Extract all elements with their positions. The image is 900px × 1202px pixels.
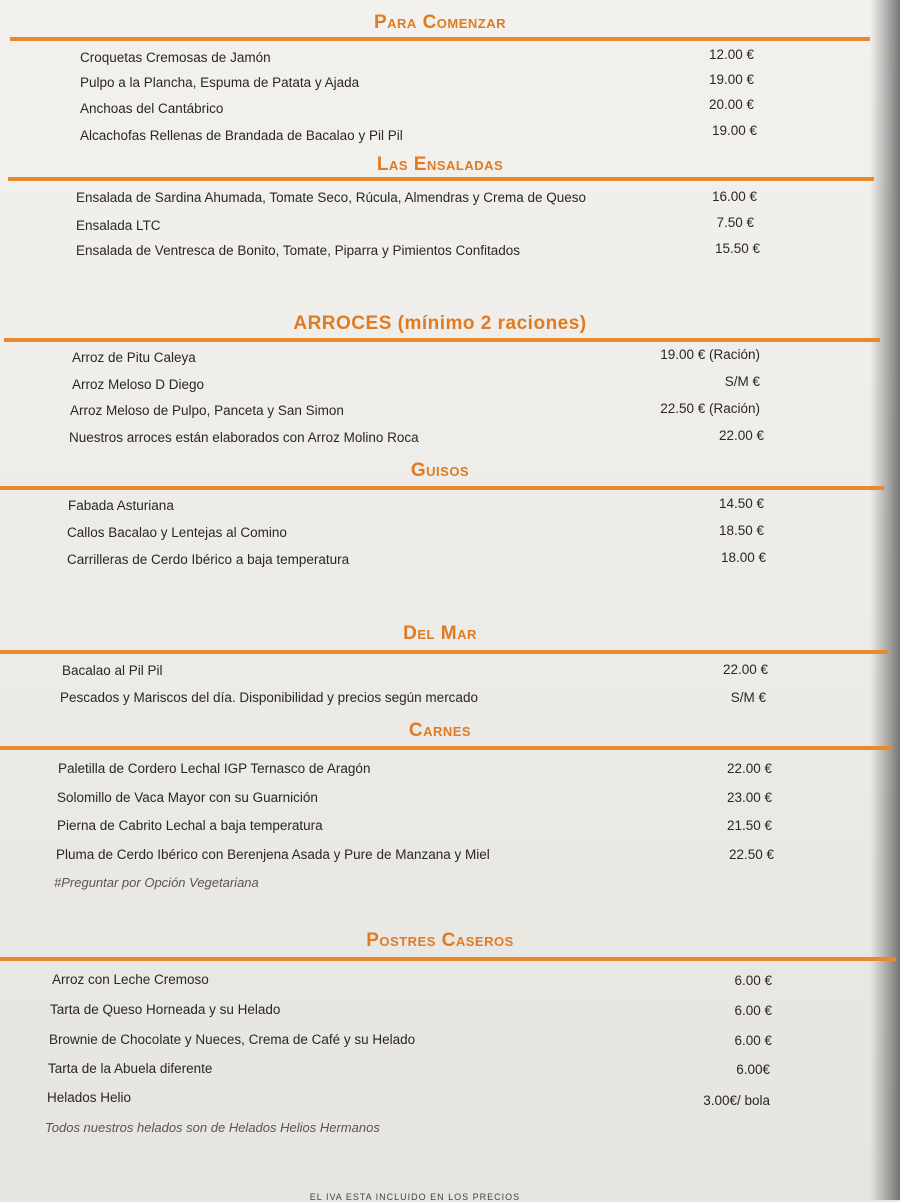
menu-item-price: 22.00 € bbox=[718, 428, 764, 443]
section-title-postres-caseros: Postres Caseros bbox=[366, 930, 514, 951]
menu-item-price: 18.50 € bbox=[718, 523, 764, 538]
section-divider bbox=[0, 650, 888, 654]
menu-item-name: Nuestros arroces están elaborados con Arroz Molino Roca bbox=[69, 430, 419, 445]
menu-item-name: Paletilla de Cordero Lechal IGP Ternasco de Aragón bbox=[58, 761, 371, 776]
menu-item-name: Callos Bacalao y Lentejas al Comino bbox=[67, 525, 287, 540]
menu-item-price: 16.00 € bbox=[711, 189, 757, 204]
menu-item-price: 18.00 € bbox=[720, 550, 766, 565]
section-divider bbox=[8, 177, 874, 181]
menu-item-name: Pierna de Cabrito Lechal a baja temperatura bbox=[57, 818, 323, 833]
menu-item-price: 19.00 € bbox=[711, 123, 757, 138]
section-divider bbox=[10, 37, 870, 41]
section-divider bbox=[0, 957, 896, 961]
menu-item-name: Fabada Asturiana bbox=[68, 498, 174, 513]
menu-item-name: Helados Helio bbox=[47, 1090, 132, 1105]
menu-item-price: 22.50 € (Ración) bbox=[660, 401, 760, 416]
menu-item-name: Pulpo a la Plancha, Espuma de Patata y Ajada bbox=[80, 75, 360, 90]
vegetarian-note: #Preguntar por Opción Vegetariana bbox=[54, 875, 259, 890]
section-title-carnes: Carnes bbox=[408, 720, 472, 741]
section-title-las-ensaladas: Las Ensaladas bbox=[376, 154, 504, 175]
menu-item-price: 3.00€/ bola bbox=[703, 1093, 770, 1108]
menu-item-name: Brownie de Chocolate y Nueces, Crema de Café y su Helado bbox=[49, 1032, 416, 1047]
menu-item-price: 15.50 € bbox=[714, 241, 760, 256]
menu-item-name: Pluma de Cerdo Ibérico con Berenjena Asada y Pure de Manzana y Miel bbox=[56, 847, 490, 862]
menu-item-name: Croquetas Cremosas de Jamón bbox=[80, 50, 271, 65]
menu-item-price: 22.00 € bbox=[726, 761, 772, 776]
menu-item-name: Arroz de Pitu Caleya bbox=[72, 350, 196, 365]
menu-item-price: 6.00 € bbox=[734, 1033, 772, 1048]
menu-item-price: 14.50 € bbox=[718, 496, 764, 511]
section-divider bbox=[4, 338, 880, 342]
menu-item-price: 23.00 € bbox=[726, 790, 772, 805]
menu-item-price: 6.00 € bbox=[734, 1003, 772, 1018]
menu-item-price: 6.00€ bbox=[736, 1062, 770, 1077]
menu-item-name: Pescados y Mariscos del día. Disponibilidad y precios según mercado bbox=[60, 690, 478, 705]
menu-item-price: 12.00 € bbox=[708, 47, 754, 62]
menu-item-name: Arroz Meloso de Pulpo, Panceta y San Simon bbox=[70, 403, 344, 418]
menu-item-name: Carrilleras de Cerdo Ibérico a baja temperatura bbox=[67, 552, 350, 567]
menu-item-name: Arroz con Leche Cremoso bbox=[52, 972, 209, 987]
menu-item-price: 21.50 € bbox=[726, 818, 772, 833]
menu-item-price: 19.00 € (Ración) bbox=[660, 347, 760, 362]
menu-item-name: Bacalao al Pil Pil bbox=[62, 663, 163, 678]
menu-item-price: 22.00 € bbox=[722, 662, 768, 677]
vat-footer: EL IVA ESTA INCLUIDO EN LOS PRECIOS bbox=[309, 1192, 521, 1202]
menu-item-name: Tarta de la Abuela diferente bbox=[48, 1061, 213, 1076]
menu-item-price: S/M € bbox=[730, 690, 766, 705]
menu-item-name: Ensalada de Sardina Ahumada, Tomate Seco, Rúcula, Almendras y Crema de Queso bbox=[76, 190, 587, 205]
menu-item-price: 20.00 € bbox=[708, 97, 754, 112]
menu-item-price: 19.00 € bbox=[708, 72, 754, 87]
section-divider bbox=[0, 746, 892, 750]
menu-item-name: Arroz Meloso D Diego bbox=[72, 377, 205, 392]
menu-item-price: S/M € bbox=[724, 374, 760, 389]
menu-item-price: 7.50 € bbox=[716, 215, 754, 230]
menu-item-name: Anchoas del Cantábrico bbox=[80, 101, 224, 116]
section-title-arroces: ARROCES (mínimo 2 raciones) bbox=[293, 313, 587, 334]
menu-item-name: Alcachofas Rellenas de Brandada de Bacalao y Pil Pil bbox=[80, 128, 403, 143]
menu-item-name: Tarta de Queso Horneada y su Helado bbox=[50, 1002, 281, 1017]
menu-item-price: 6.00 € bbox=[734, 973, 772, 988]
section-title-del-mar: Del Mar bbox=[403, 623, 477, 644]
section-title-guisos: Guisos bbox=[410, 460, 470, 481]
ice-cream-note: Todos nuestros helados son de Helados Helios Hermanos bbox=[45, 1120, 380, 1135]
section-divider bbox=[0, 486, 884, 490]
menu-item-name: Ensalada LTC bbox=[76, 218, 161, 233]
menu-item-name: Solomillo de Vaca Mayor con su Guarnición bbox=[57, 790, 318, 805]
menu-item-price: 22.50 € bbox=[728, 847, 774, 862]
menu-item-name: Ensalada de Ventresca de Bonito, Tomate, Piparra y Pimientos Confitados bbox=[76, 243, 521, 258]
page-shadow-edge bbox=[870, 0, 900, 1200]
section-title-para-comenzar: Para Comenzar bbox=[373, 12, 507, 33]
